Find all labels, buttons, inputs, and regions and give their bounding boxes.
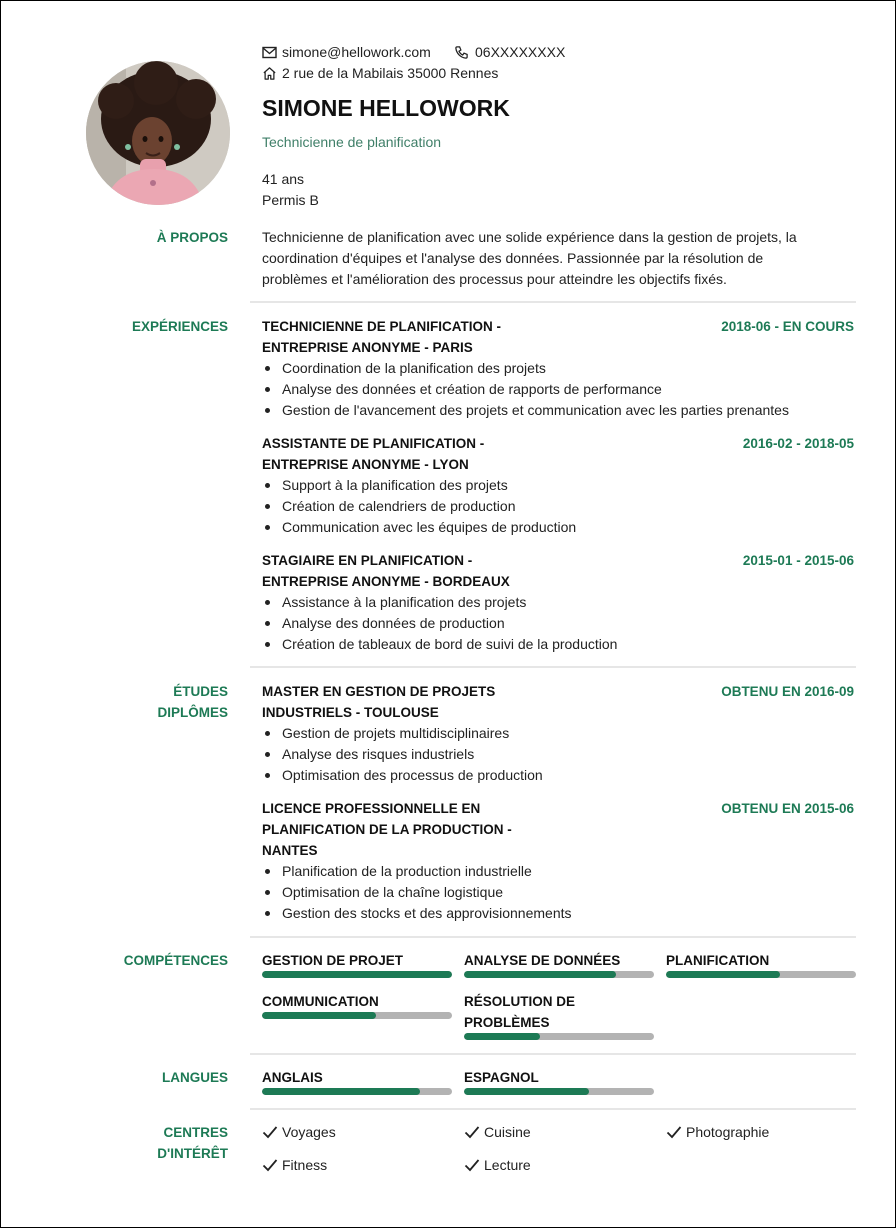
experience-date: 2018-06 - EN COURS [721, 319, 854, 334]
skill-item [262, 991, 452, 1019]
interest-item [464, 1122, 531, 1143]
education-title-cont: PLANIFICATION DE LA PRODUCTION - [262, 822, 512, 837]
skill-bar [262, 1012, 452, 1019]
list-item: Gestion des stocks et des approvisionnements [282, 903, 572, 924]
language-bar [464, 1088, 654, 1095]
avatar-illustration [86, 61, 230, 205]
education-date: OBTENU EN 2016-09 [721, 684, 854, 699]
section-label-languages: LANGUES [161, 1070, 228, 1085]
list-item: Communication avec les équipes de production [282, 517, 576, 538]
skill-item [464, 950, 654, 978]
section-label-experiences: EXPÉRIENCES [131, 319, 228, 334]
experience-title: TECHNICIENNE DE PLANIFICATION - [262, 319, 501, 334]
list-item: Création de calendriers de production [282, 496, 576, 517]
job-title: Technicienne de planification [262, 134, 442, 150]
experience-company: ENTREPRISE ANONYME - PARIS [262, 340, 473, 355]
section-label-interests: CENTRES [163, 1125, 228, 1140]
age: 41 ans [262, 171, 305, 187]
list-item: Analyse des données de production [282, 613, 617, 634]
about-line-1: Technicienne de planification avec une solide expérience dans la gestion de projets, la [262, 229, 797, 245]
skill-name: RÉSOLUTION DE [464, 994, 576, 1009]
experience-company: ENTREPRISE ANONYME - BORDEAUX [262, 574, 510, 589]
section-label-diplomas: DIPLÔMES [157, 705, 228, 720]
check-icon [666, 1125, 682, 1139]
check-icon [262, 1158, 278, 1172]
language-name: ANGLAIS [262, 1070, 323, 1085]
separator [250, 301, 856, 303]
about-line-3: problèmes et l'amélioration des processus pour atteindre les objectifs fixés. [262, 271, 727, 287]
skill-name: ANALYSE DE DONNÉES [464, 953, 621, 968]
education-title: LICENCE PROFESSIONNELLE EN [262, 801, 481, 816]
interest-label: Photographie [686, 1124, 770, 1140]
experience-date: 2016-02 - 2018-05 [742, 436, 854, 451]
separator [250, 936, 856, 938]
skill-bar-fill [262, 1012, 376, 1019]
list-item: Planification de la production industrielle [282, 861, 572, 882]
skill-name: COMMUNICATION [262, 994, 379, 1009]
interest-label: Voyages [282, 1124, 336, 1140]
interest-item [262, 1155, 327, 1176]
about-line-2: coordination d'équipes et l'analyse des données. Passionnée par la résolution de [262, 250, 764, 266]
separator [250, 1108, 856, 1110]
language-bar-fill [262, 1088, 420, 1095]
experience-date: 2015-01 - 2015-06 [742, 553, 854, 568]
experience-company: ENTREPRISE ANONYME - LYON [262, 457, 469, 472]
education-bullets [262, 861, 572, 924]
separator [250, 1053, 856, 1055]
list-item: Support à la planification des projets [282, 475, 576, 496]
list-item: Gestion de projets multidisciplinaires [282, 723, 543, 744]
skill-bar [666, 971, 856, 978]
contact-email[interactable]: simone@hellowork.com [282, 44, 431, 60]
skill-name: GESTION DE PROJET [262, 953, 404, 968]
education-bullets [262, 723, 543, 786]
mail-icon [262, 46, 277, 59]
candidate-name: SIMONE HELLOWORK [262, 95, 510, 121]
section-label-skills: COMPÉTENCES [123, 953, 228, 968]
education-title: MASTER EN GESTION DE PROJETS [262, 684, 496, 699]
list-item: Gestion de l'avancement des projets et communication avec les parties prenantes [282, 400, 789, 421]
skill-bar [464, 1033, 654, 1040]
skill-name-cont: PROBLÈMES [464, 1015, 550, 1030]
separator [250, 666, 856, 668]
phone-icon [454, 45, 469, 60]
list-item: Création de tableaux de bord de suivi de la production [282, 634, 617, 655]
language-bar-fill [464, 1088, 589, 1095]
interest-item [464, 1155, 531, 1176]
list-item: Optimisation de la chaîne logistique [282, 882, 572, 903]
experience-title: ASSISTANTE DE PLANIFICATION - [262, 436, 485, 451]
language-bar [262, 1088, 452, 1095]
skill-bar [262, 971, 452, 978]
home-icon [262, 66, 277, 81]
education-title-cont: INDUSTRIELS - TOULOUSE [262, 705, 439, 720]
language-item [262, 1067, 452, 1095]
education-location: NANTES [262, 843, 318, 858]
skill-bar-fill [666, 971, 780, 978]
check-icon [464, 1158, 480, 1172]
experience-bullets [262, 592, 617, 655]
section-label-education: ÉTUDES [173, 684, 228, 699]
contact-address: 2 rue de la Mabilais 35000 Rennes [282, 65, 499, 81]
interest-label: Fitness [282, 1157, 328, 1173]
skill-item [262, 950, 452, 978]
skill-item [666, 950, 856, 978]
list-item: Assistance à la planification des projets [282, 592, 617, 613]
interest-item [666, 1122, 769, 1143]
interest-label: Lecture [484, 1157, 531, 1173]
language-name: ESPAGNOL [464, 1070, 539, 1085]
skill-item [464, 991, 654, 1040]
avatar [86, 61, 230, 205]
experience-bullets [262, 475, 576, 538]
interest-item [262, 1122, 336, 1143]
skill-bar [464, 971, 654, 978]
driving-license: Permis B [262, 192, 319, 208]
interest-label: Cuisine [484, 1124, 531, 1140]
skill-bar-fill [464, 1033, 540, 1040]
list-item: Analyse des données et création de rapports de performance [282, 379, 789, 400]
list-item: Optimisation des processus de production [282, 765, 543, 786]
skill-bar-fill [464, 971, 616, 978]
check-icon [262, 1125, 278, 1139]
section-label-about: À PROPOS [156, 230, 228, 245]
skill-name: PLANIFICATION [666, 953, 770, 968]
check-icon [464, 1125, 480, 1139]
education-date: OBTENU EN 2015-06 [721, 801, 854, 816]
list-item: Coordination de la planification des projets [282, 358, 789, 379]
section-label-interests-cont: D'INTÉRÊT [157, 1146, 228, 1161]
experience-bullets [262, 358, 789, 421]
list-item: Analyse des risques industriels [282, 744, 543, 765]
language-item [464, 1067, 654, 1095]
contact-phone[interactable]: 06XXXXXXXX [475, 44, 566, 60]
skill-bar-fill [262, 971, 452, 978]
experience-title: STAGIAIRE EN PLANIFICATION - [262, 553, 473, 568]
